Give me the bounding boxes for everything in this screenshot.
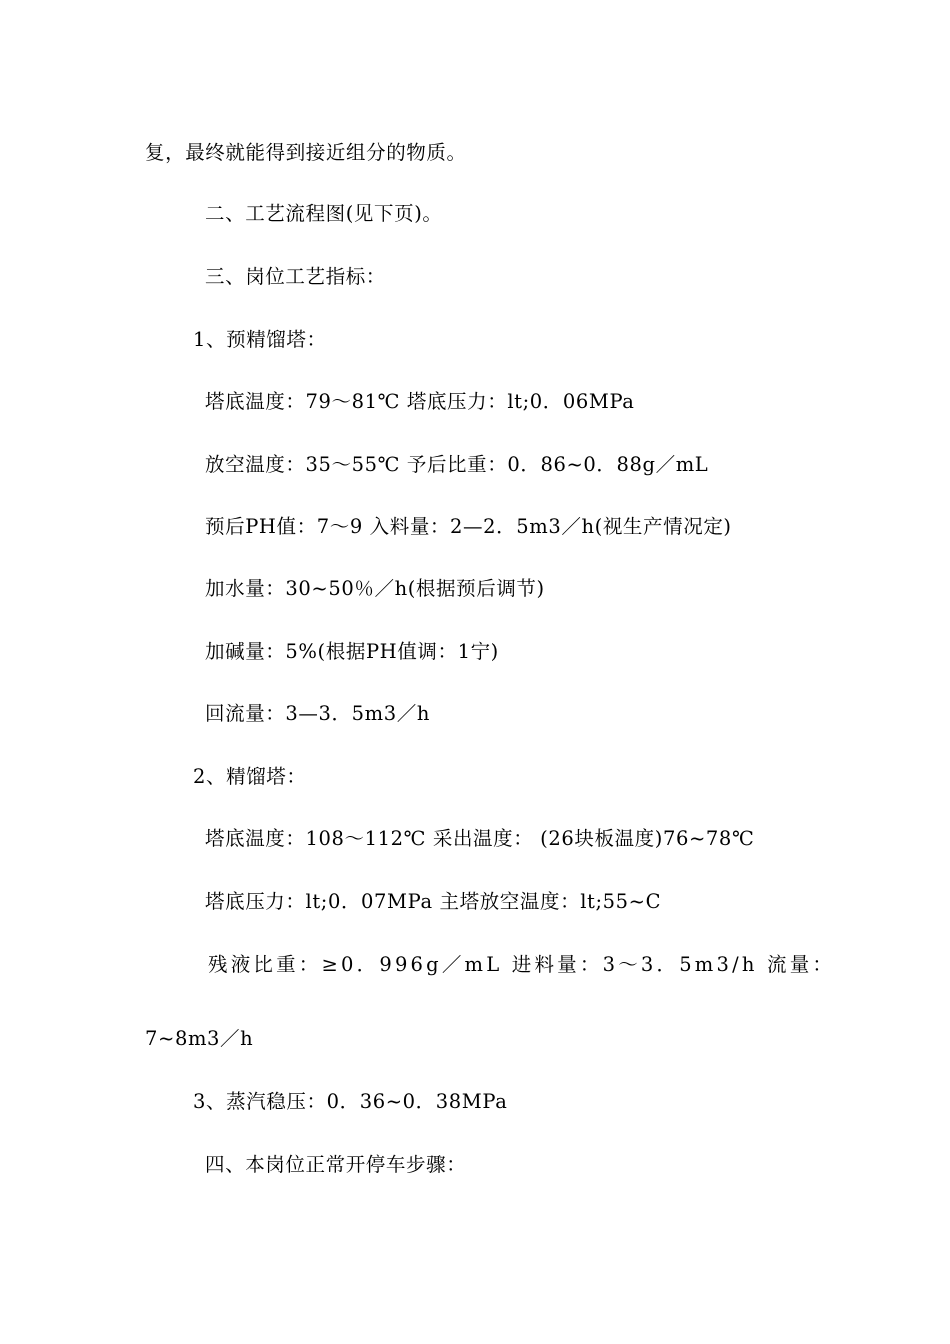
- spec-line-ph-feed: 预后PH值：7～9 入料量：2—2．5m3／h(视生产情况定): [205, 515, 732, 538]
- spec-line-bottom-temp-pressure: 塔底温度：79～81℃ 塔底压力：lt;0．06MPa: [205, 390, 635, 413]
- spec-line-bottom-pressure-vent: 塔底压力：lt;0．07MPa 主塔放空温度：lt;55~C: [205, 890, 662, 913]
- subheading-steam-pressure: 3、蒸汽稳压：0．36~0．38MPa: [193, 1090, 508, 1113]
- subheading-rectifying-tower: 2、精馏塔：: [193, 765, 307, 788]
- spec-line-water-addition: 加水量：30~50％／h(根据预后调节): [205, 577, 545, 600]
- spec-line-vent-temp-gravity: 放空温度：35～55℃ 予后比重：0．86~0．88g／mL: [205, 453, 709, 476]
- spec-line-residue-gravity-feed: 残液比重：≥0．996g／mL 进料量：3～3．5m3/h 流量：: [208, 953, 836, 976]
- paragraph-continuation: 复，最终就能得到接近组分的物质。: [145, 141, 467, 164]
- spec-line-bottom-temp-draw: 塔底温度：108～112℃ 采出温度： (26块板温度)76~78℃: [205, 827, 755, 850]
- section-heading-process-flow: 二、工艺流程图(见下页)。: [205, 202, 443, 225]
- section-heading-start-stop-steps: 四、本岗位正常开停车步骤：: [205, 1153, 467, 1176]
- subheading-pre-rectifying-tower: 1、预精馏塔：: [193, 328, 327, 351]
- spec-line-alkali-addition: 加碱量：5%(根据PH值调：1宁): [205, 640, 499, 663]
- spec-line-reflux: 回流量：3—3．5m3／h: [205, 702, 430, 725]
- section-heading-process-indicators: 三、岗位工艺指标：: [205, 265, 386, 288]
- spec-line-flow-continuation: 7~8m3／h: [145, 1027, 254, 1050]
